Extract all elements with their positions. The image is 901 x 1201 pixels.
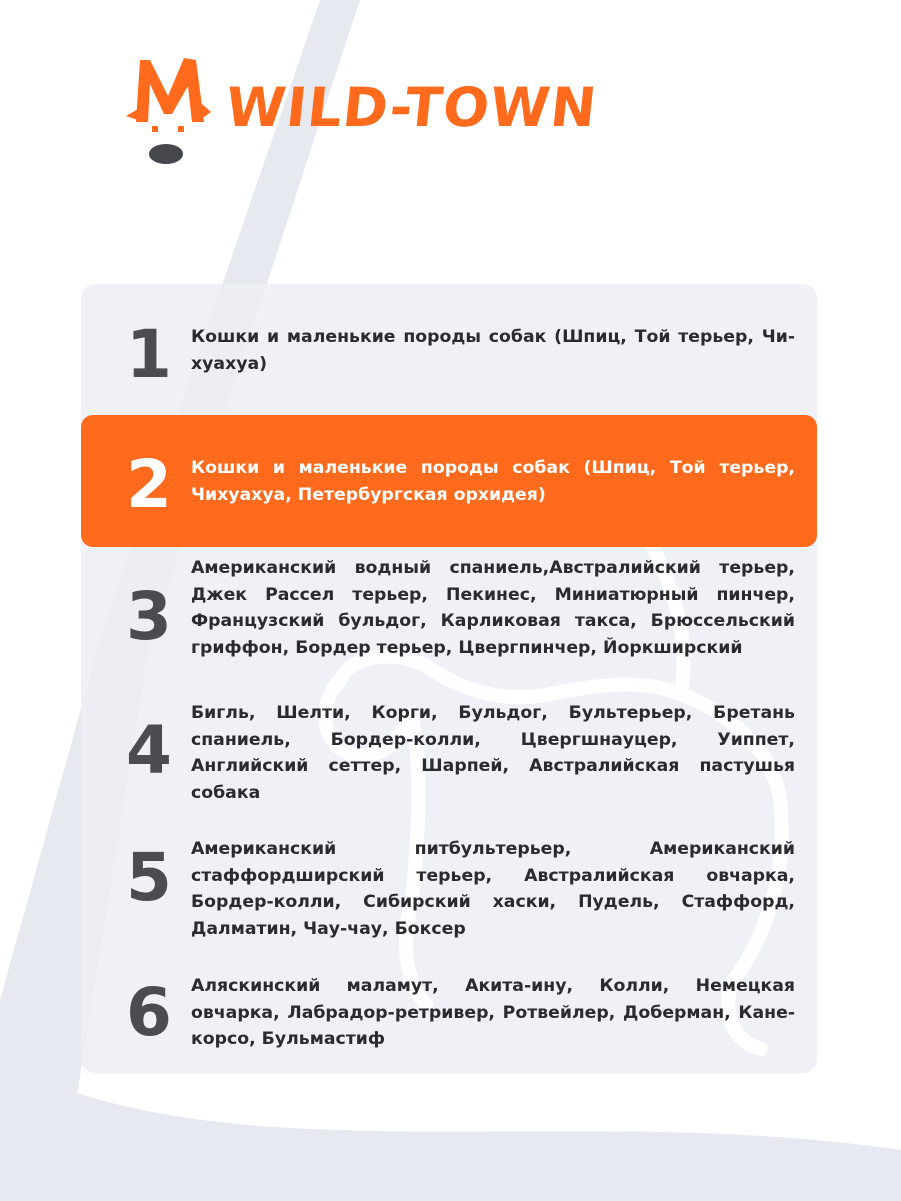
category-breeds: Бигль, Шелти, Корги, Бульдог, Бультерьер, Бретань спаниель, Бордер-колли, Цвергшнауцер, Уиппет, Английский сеттер, Шарпей, Австралийская пастушья собака	[191, 703, 795, 803]
category-breeds: Американский водный спаниель,Австралийский терьер, Джек Рассел терьер, Пекинес, Миниатюрный пинчер, Французский бульдог, Карликовая такса, Брюссельский гриффон, Бордер терьер, Цвергпинчер, Йоркширский	[191, 558, 795, 658]
brand-name: WILD-TOWN	[222, 76, 601, 139]
category-number: 3	[126, 578, 172, 655]
category-breeds: Кошки и маленькие породы собак (Шпиц, Той терьер, Чи-хуахуа)	[191, 327, 795, 374]
category-row-4	[81, 690, 817, 830]
category-number: 6	[126, 974, 172, 1051]
background-curve	[0, 1060, 901, 1201]
category-number: 5	[126, 839, 172, 916]
category-row-6	[81, 963, 817, 1063]
category-row-5	[81, 826, 817, 966]
logo	[126, 52, 606, 170]
category-number: 1	[126, 316, 172, 393]
category-breeds: Аляскинский маламут, Акита-ину, Колли, Немецкая овчарка, Лабрадор-ретривер, Ротвейлер, Доберман, Кане-корсо, Бульмастиф	[191, 976, 795, 1049]
category-breeds: Американский питбультерьер, Американский стаффордширский терьер, Австралийская овчарка, Бордер-колли, Сибирский хаски, Пудель, Стаффорд, Далматин, Чау-чау, Боксер	[191, 839, 795, 939]
category-number: 4	[126, 712, 172, 789]
category-row-3	[81, 547, 817, 687]
category-number: 2	[126, 446, 172, 523]
dog-face-m-icon	[126, 52, 211, 170]
category-breeds: Кошки и маленькие породы собак (Шпиц, Той терьер, Чихуахуа, Петербургская орхидея)	[191, 458, 795, 505]
category-row-1	[81, 284, 817, 414]
category-row-2-highlighted	[81, 415, 817, 547]
